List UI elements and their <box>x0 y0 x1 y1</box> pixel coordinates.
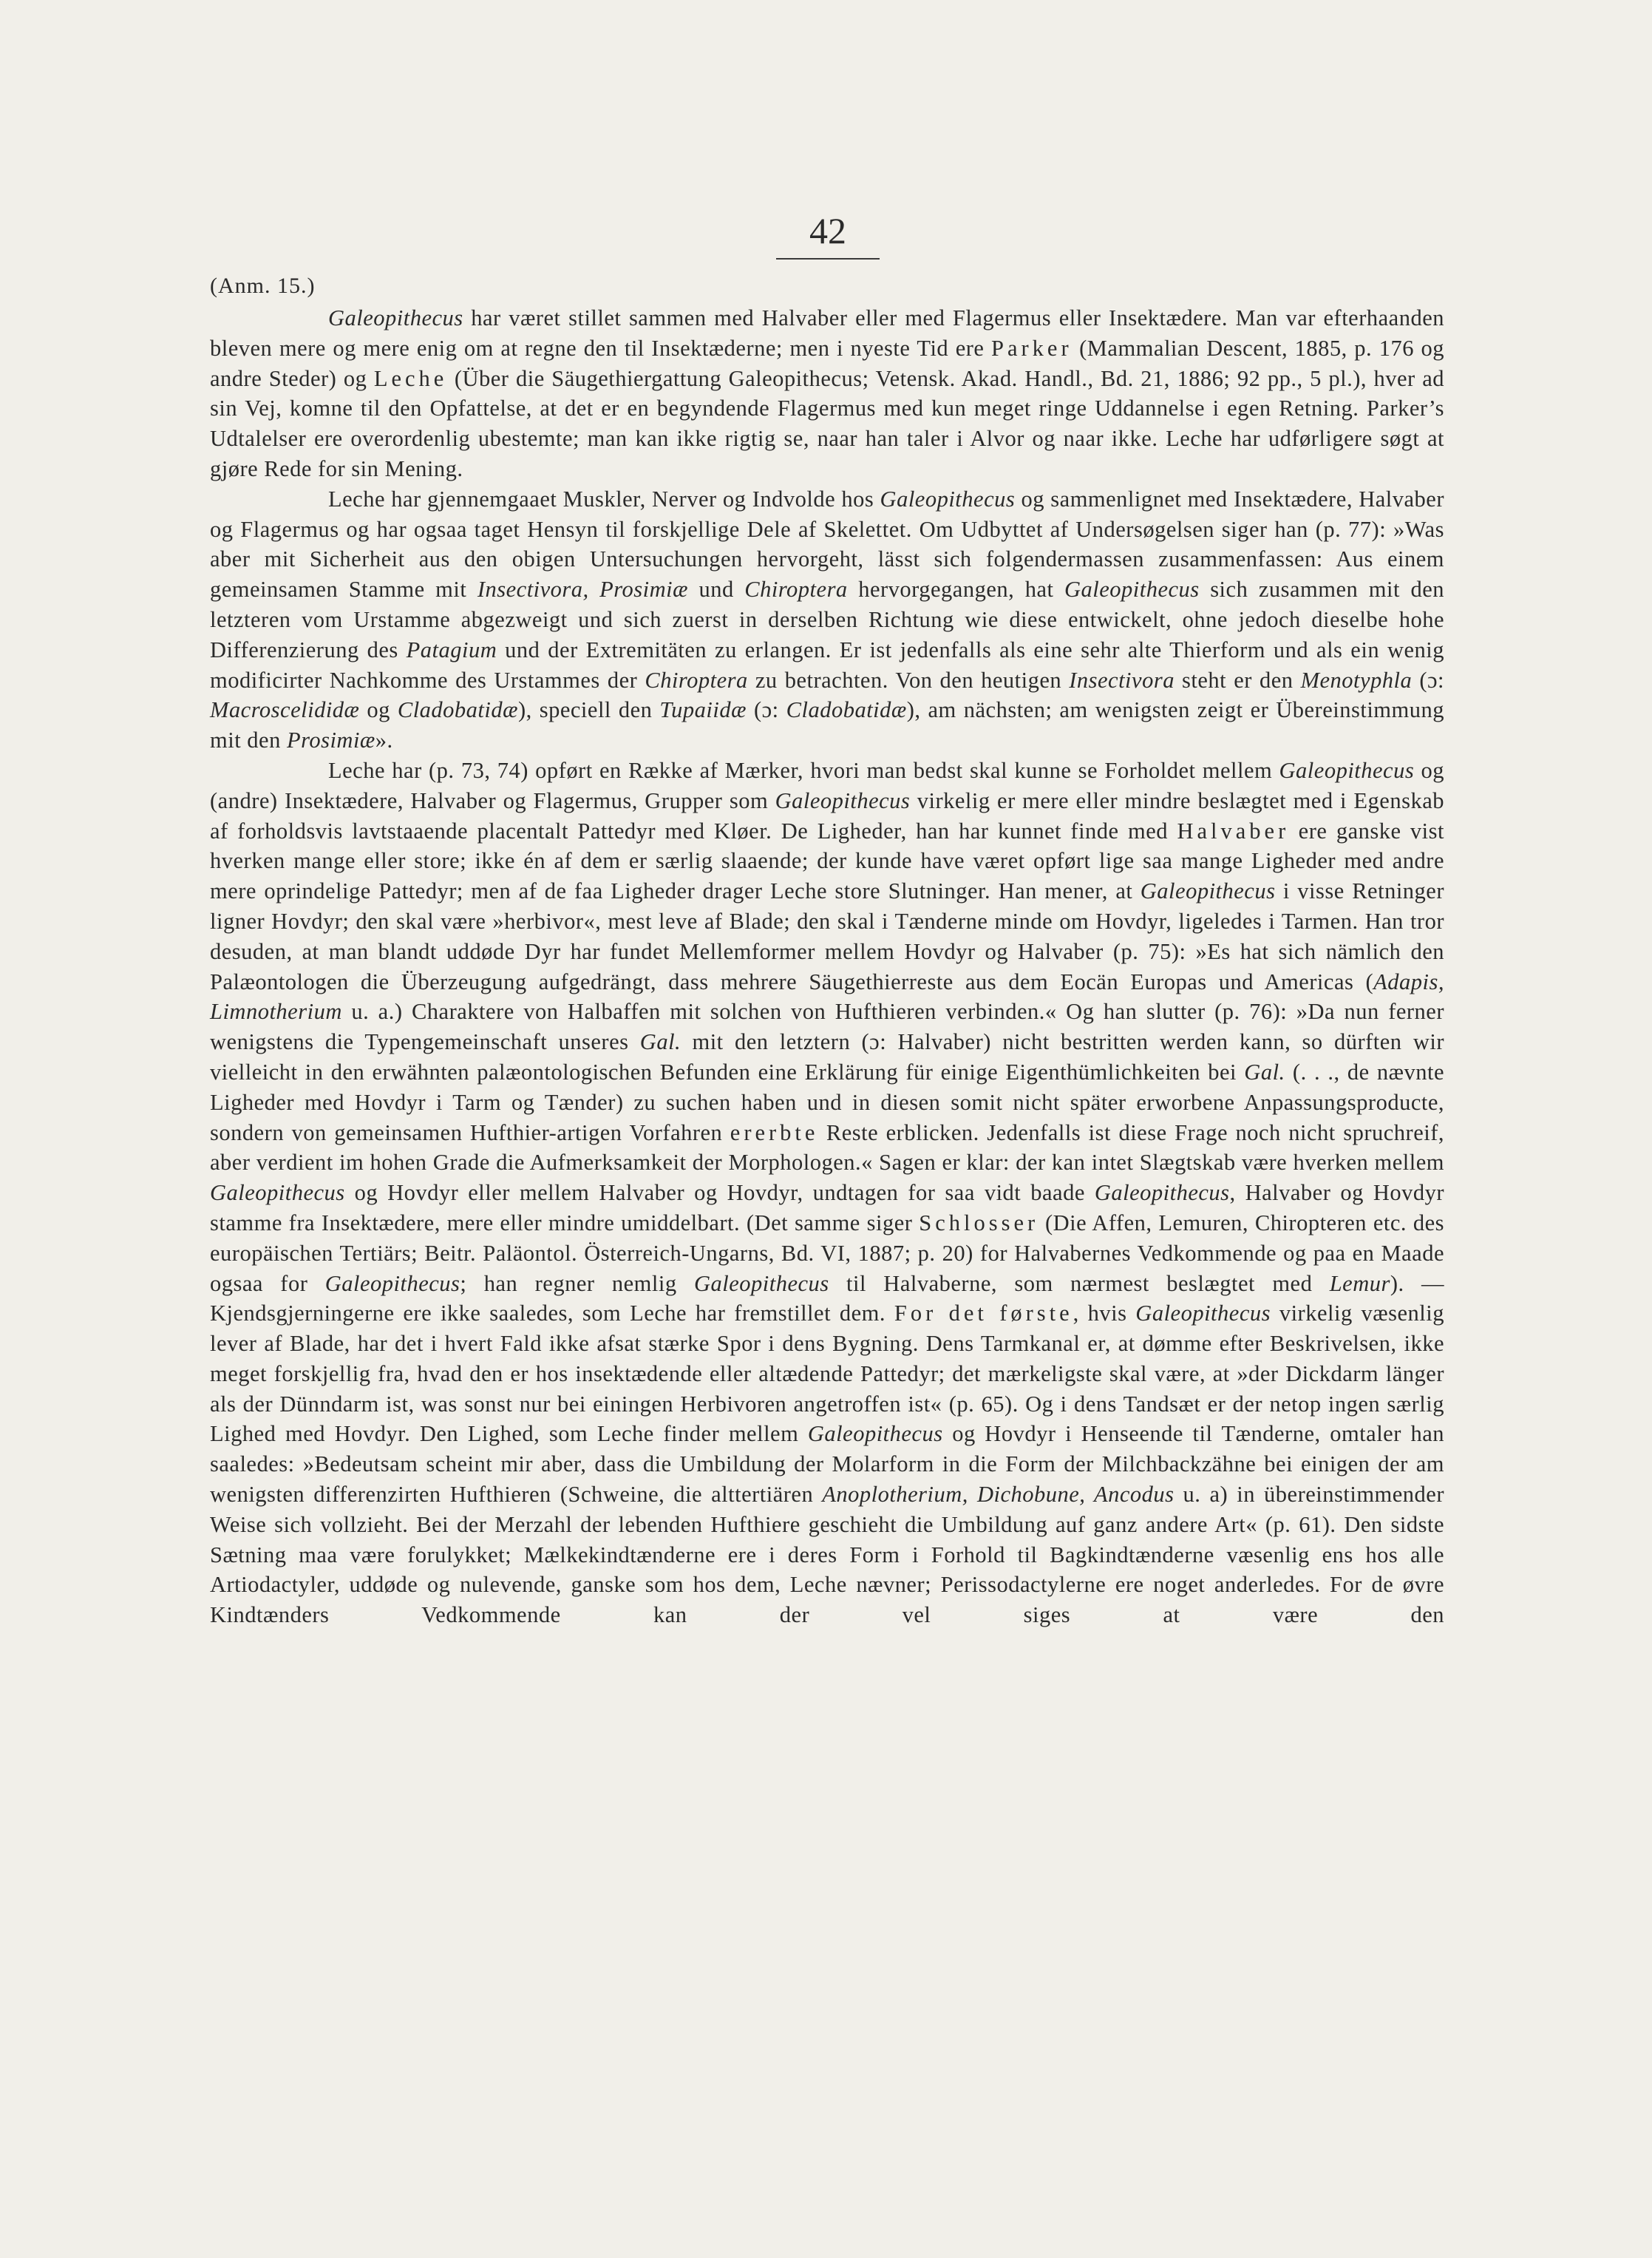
page-number: 42 <box>809 210 846 251</box>
taxon-name: Galeopithecus <box>880 486 1016 512</box>
text-run: , hvis <box>1073 1301 1136 1326</box>
taxon-name: Gal. <box>639 1029 681 1055</box>
text-run: og (andre) Insektædere, Halvaber og Flagermus, Grupper som <box>210 757 1445 813</box>
taxon-name: Galeopithecus <box>807 1421 943 1447</box>
text-run: u. a) in übereinstimmender Weise sich vollzieht. Bei der Merzahl der lebenden Hufthiere geschieht die Umbildung auf ganz andere Art« (p. 61). Den sidste Sætning maa være forulykket; Mælkekindtænderne ere i deres Form i Forhold til Bagkindtænderne væsenlig ens hos alle Artiodactyler, uddøde og nulevende, ganske som hos dem, Leche nævner; Perissodactylerne ere noget anderledes. For de øvre Kindtænders Vedkommende kan der vel siges at være den <box>210 1482 1444 1628</box>
taxon-name: Galeopithecus <box>328 305 463 330</box>
text-run: ), am nächsten; am wenigsten zeigt er Übereinstimmung mit den <box>210 697 1444 753</box>
note-label: (Anm. 15.) <box>210 274 316 298</box>
text-run: Leche har gjennemgaaet Muskler, Nerver og Indvolde hos <box>328 486 880 512</box>
spaced-word: Halvaber <box>1177 818 1290 844</box>
text-run: zu betrachten. Von den heutigen <box>747 667 1070 693</box>
author-name: Schlosser <box>919 1210 1039 1235</box>
text-run: hervorgegangen, hat <box>847 577 1064 603</box>
taxon-name: Gal. <box>1244 1059 1285 1085</box>
taxon-name: Galeopithecus <box>324 1270 460 1296</box>
taxon-name: Cladobatidæ <box>397 697 518 723</box>
taxon-name: Adapis, Limnotherium <box>210 969 1444 1025</box>
author-name: Leche <box>373 365 448 391</box>
text-run: steht er den <box>1174 667 1301 693</box>
text-run: i visse Retninger ligner Hovdyr; den skal være »herbivor«, mest leve af Blade; den skal i Tænderne minde om Hovdyr, ligeledes i Tarmen. Han tror desuden, at man blandt uddøde Dyr har fundet Mellemformer mellem Hovdyr og Halvaber (p. 75): »Es hat sich nämlich den Palæontologen die Überzeugung aufgedrängt, dass mehrere Säugethierreste aus dem Eocän Europas und Americas ( <box>210 878 1444 994</box>
taxon-name: Chiroptera <box>645 667 748 693</box>
text-run: mit den letztern (ɔ: Halvaber) nicht bestritten werden kann, so dürften wir vielleicht in den erwähnten palæontologischen Befunden eine Erklärung für einige Eigenthümlichkeiten bei <box>210 1029 1444 1085</box>
text-run: ), speciell den <box>517 697 660 723</box>
taxon-name: Insectivora <box>1069 667 1175 693</box>
taxon-name: Galeopithecus <box>1094 1180 1230 1206</box>
text-run: (ɔ: <box>746 697 786 723</box>
text-run: (. . ., de nævnte Ligheder med Hovdyr i Tarm og Tænder) zu suchen haben und in diesen somit nicht später erworbene Anpassungsproducte, sondern von gemeinsamen Hufthier-artigen Vorfahren <box>210 1059 1444 1145</box>
taxon-name: Insectivora, Prosimiæ <box>477 577 688 603</box>
text-run: (Mammalian Descent, 1885, p. 176 og andre Steder) og <box>210 335 1444 391</box>
taxon-name: Chiroptera <box>744 577 848 603</box>
text-run: , Halvaber og Hovdyr stamme fra Insektædere, mere eller mindre umiddelbart. (Det samme siger <box>210 1180 1444 1235</box>
taxon-name: Prosimiæ <box>286 728 375 753</box>
paragraph-3 <box>210 756 1444 1630</box>
text-run: sich zusammen mit den letzteren vom Urstamme abgezweigt und sich zuerst in derselben Richtung wie diese entwickelt, ohne jedoch dieselbe hohe Differenzierung des <box>210 577 1444 662</box>
taxon-name: Tupaiidæ <box>659 697 747 723</box>
text-run: u. a.) Charaktere von Halbaffen mit solchen von Hufthieren verbinden.« Og han slutter (p. 76): »Da nun ferner wenigstens die Typengemeinschaft unseres <box>210 999 1444 1055</box>
taxon-name: Galeopithecus <box>775 787 911 813</box>
text-run: og <box>359 697 398 723</box>
taxon-name: Lemur <box>1329 1270 1390 1296</box>
taxon-name: Galeopithecus <box>1064 577 1200 603</box>
taxon-name: Menotyphla <box>1300 667 1413 693</box>
text-run: virkelig væsenlig lever af Blade, har det i hvert Fald ikke afsat stærke Spor i dens Bygning. Dens Tarmkanal er, at dømme efter Beskrivelsen, ikke meget forskjellig fra, hvad den er hos insektædende eller altædende Pattedyr; det mærkeligste skal være, at »der Dickdarm länger als der Dünndarm ist, was sonst nur bei einingen Herbivoren angetroffen ist« (p. 65). Og i dens Tandsæt er der netop ingen særlig Lighed med Hovdyr. Den Lighed, som Leche finder mellem <box>210 1301 1444 1447</box>
text-run: og sammenlignet med Insektædere, Halvaber og Flagermus og har ogsaa taget Hensyn til forskjellige Dele af Skelettet. Om Udbyttet af Undersøgelsen siger han (p. 77): »Was aber mit Sicherheit aus den obigen Untersuchungen hervorgeht, lässt sich folgendermassen zusammenfassen: Aus einem gemeinsamen Stamme mit <box>210 486 1444 603</box>
text-run: og Hovdyr eller mellem Halvaber og Hovdyr, undtagen for saa vidt baade <box>344 1180 1095 1206</box>
spaced-word: For det første <box>894 1301 1073 1326</box>
text-run: ; han regner nemlig <box>460 1270 694 1296</box>
paragraph-1 <box>210 303 1444 484</box>
text-run: ». <box>375 728 393 753</box>
spaced-word: ererbte <box>730 1119 819 1145</box>
taxon-name: Cladobatidæ <box>786 697 907 723</box>
taxon-name: Galeopithecus <box>210 1180 345 1206</box>
text-run: ere ganske vist hverken mange eller store; ikke én af dem er særlig slaaende; der kunde have været opført lige saa mange Ligheder med andre mere oprindelige Pattedyr; men af de faa Ligheder drager Leche store Slutninger. Han mener, at <box>210 818 1445 904</box>
text-run: und <box>687 577 745 603</box>
body-text <box>210 303 1444 1630</box>
text-run: Leche har (p. 73, 74) opført en Række af Mærker, hvori man bedst skal kunne se Forholdet mellem <box>328 757 1279 783</box>
text-run: (ɔ: <box>1412 667 1444 693</box>
text-run: og Hovdyr i Henseende til Tænderne, omtaler han saaledes: »Bedeutsam scheint mir aber, dass die Umbildung der Molarform in die Form der Milchbackzähne bei einigen der am wenigsten differenzirten Hufthieren (Schweine, die alttertiären <box>210 1421 1444 1508</box>
text-run: til Halvaberne, som nærmest beslægtet med <box>829 1270 1330 1296</box>
text-run: har været stillet sammen med Halvaber eller med Flagermus eller Insektædere. Man var efterhaanden bleven mere og mere enig om at regne den til Insektæderne; men i nyeste Tid ere <box>210 305 1444 361</box>
taxon-name: Galeopithecus <box>1279 757 1415 783</box>
taxon-name: Galeopithecus <box>1135 1301 1271 1326</box>
text-run: ). — Kjendsgjerningerne ere ikke saaledes, som Leche har fremstillet dem. <box>210 1270 1444 1326</box>
taxon-name: Galeopithecus <box>1140 878 1276 904</box>
taxon-name: Patagium <box>406 637 497 662</box>
text-run: (Die Affen, Lemuren, Chiropteren etc. des europäischen Tertiärs; Beitr. Paläontol. Österreich-Ungarns, Bd. VI, 1887; p. 20) for Halvabernes Vedkommende og paa en Maade ogsaa for <box>210 1210 1444 1296</box>
text-run: und der Extremitäten zu erlangen. Er ist jedenfalls als eine sehr alte Thierform und als ein wenig modificirter Nachkomme des Urstammes der <box>210 637 1445 693</box>
taxon-name: Galeopithecus <box>693 1270 829 1296</box>
text-run: (Über die Säugethiergattung Galeopithecus; Vetensk. Akad. Handl., Bd. 21, 1886; 92 pp., 5 pl.), hver ad sin Vej, komne til den Opfattelse, at det er en begyndende Flagermus med kun meget ringe Uddannelse i egen Retning. Parker’s Udtalelser ere overordenlig ubestemte; man kan ikke rigtig se, naar han taler i Alvor og naar ikke. Leche har udførligere søgt at gjøre Rede for sin Mening. <box>210 365 1444 481</box>
page-number-rule <box>776 258 880 260</box>
paragraph-2 <box>210 484 1444 756</box>
taxon-name: Macroscelididæ <box>210 697 360 723</box>
text-run: virkelig er mere eller mindre beslægtet med i Egenskab af forholdsvis lavtstaaende placentalt Pattedyr med Kløer. De Ligheder, han har kunnet finde med <box>210 787 1444 844</box>
author-name: Parker <box>991 335 1073 361</box>
text-run: Reste erblicken. Jedenfalls ist diese Frage noch nicht spruchreif, aber verdient im hohen Grade die Aufmerksamkeit der Morphologen.« Sagen er klar: der kan intet Slægtskab være hverken mellem <box>210 1119 1444 1176</box>
taxon-name: Anoplotherium, Dichobune, Ancodus <box>822 1482 1175 1508</box>
